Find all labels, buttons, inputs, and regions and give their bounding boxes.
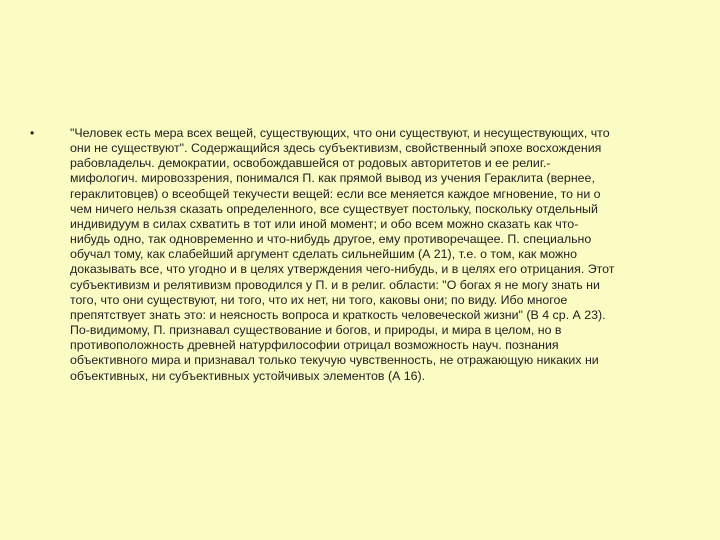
text-line: они не существуют". Содержащийся здесь субъективизм, свойственный эпохе восхождения: [70, 141, 602, 156]
text-line: препятствует знать это: и неясность вопроса и краткость человеческой жизни" (В 4 ср. А 23).: [70, 307, 606, 322]
text-line: нибудь одно, так одновременно и что-нибудь другое, ему противоречащее. П. специально: [70, 232, 592, 247]
text-line: объективных, ни субъективных устойчивых элементов (А 16).: [70, 368, 426, 383]
text-line: мифологич. мировоззрения, понимался П. как прямой вывод из учения Гераклита (вернее,: [70, 171, 595, 186]
text-line: По-видимому, П. признавал существование и богов, и природы, и мира в целом, но в: [70, 323, 562, 338]
text-line: противоположность древней натурфилософии отрицал возможность науч. познания: [70, 338, 559, 353]
text-line: индивидуум в силах схватить в тот или иной момент; и обо всем можно сказать как что-: [70, 216, 579, 231]
text-line: гераклитовцев) о всеобщей текучести вещей: если все меняется каждое мгновение, то ни о: [70, 186, 601, 201]
bullet-marker: •: [30, 126, 35, 140]
text-line: рабовладельч. демократии, освобождавшейся от родовых авторитетов и ее религ.-: [70, 156, 551, 171]
paragraph-text: [70, 126, 680, 384]
text-line: доказывать все, что угодно и в целях утверждения чего-нибудь, и в целях его отрицания. Этот: [70, 262, 615, 277]
bullet-paragraph: [30, 126, 680, 384]
text-line: того, что они существуют, ни того, что их нет, ни того, каковы они; по виду. Ибо многое: [70, 292, 568, 307]
text-line: объективного мира и признавал только текучую чувственность, не отражающую никаких ни: [70, 353, 599, 368]
text-line: обучал тому, как слабейший аргумент сделать сильнейшим (А 21), т.е. о том, как можно: [70, 247, 577, 262]
text-line: субъективизм и релятивизм проводился у П. и в религ. области: "О богах я не могу знать ни: [70, 277, 600, 292]
text-line: "Человек есть мера всех вещей, существующих, что они существуют, и несуществующих, что: [70, 126, 610, 140]
text-line: чем ничего нельзя сказать определенного, все существует постольку, поскольку отдельный: [70, 201, 598, 216]
